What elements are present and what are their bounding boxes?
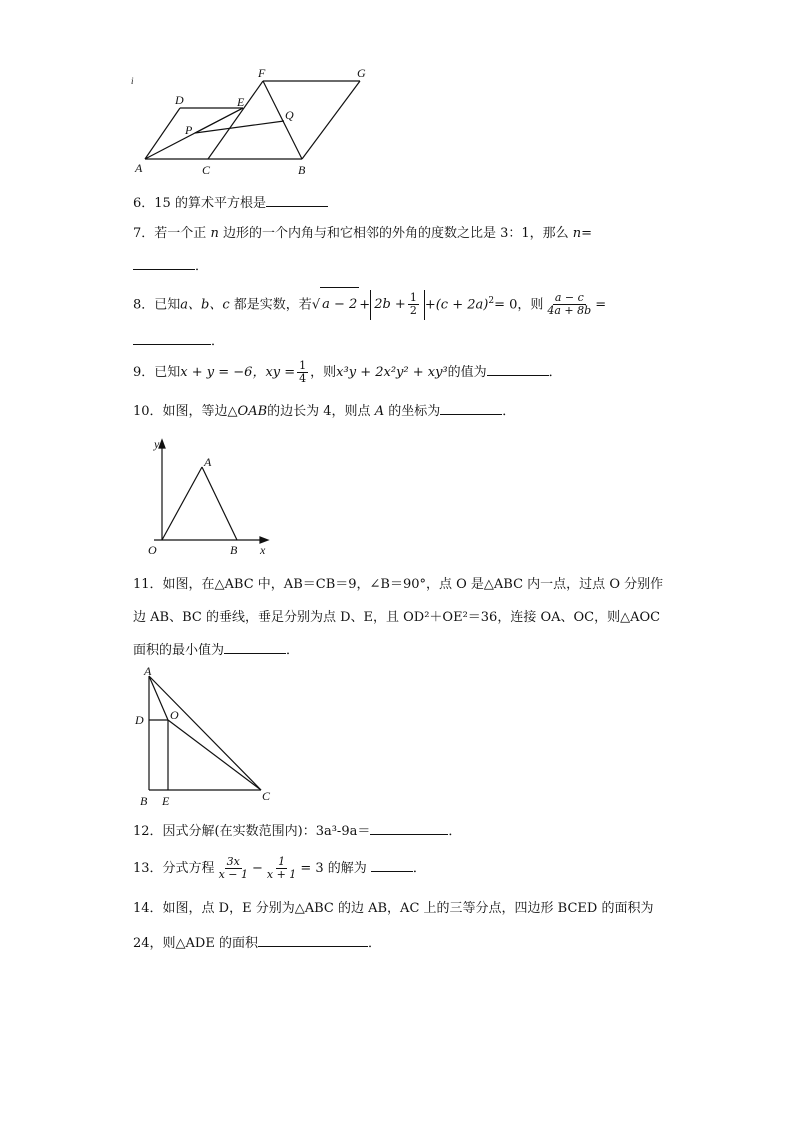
numerator: 1 <box>409 290 417 304</box>
segment-AB <box>202 467 237 540</box>
label-G: G <box>357 66 366 80</box>
question-text-2: = 3 的解为 <box>300 861 367 876</box>
question-text-3: 的值为 <box>447 365 487 380</box>
segment-GB <box>302 81 360 159</box>
question-text: 若一个正 <box>154 226 207 241</box>
question-text: 如图，等边△ <box>162 404 238 419</box>
question-11-line-1 <box>133 576 663 594</box>
label-A: A <box>144 664 152 678</box>
question-text-2: 都是实数，若 <box>233 297 312 313</box>
equals-sign: = <box>581 226 593 241</box>
segment-OA <box>149 676 168 720</box>
label-Q: Q <box>285 108 294 122</box>
plus-sign-2: + <box>424 297 436 313</box>
figure-11-right-triangle <box>130 664 280 814</box>
period: ． <box>502 404 516 419</box>
question-12 <box>133 820 461 841</box>
question-text: 11．如图，在△ABC 中，AB＝CB＝9，∠B＝90°，点 O 是△ABC 内一点，过点 O 分别作 <box>133 577 664 592</box>
period: ． <box>286 643 300 658</box>
label-A: A <box>204 455 212 469</box>
question-14-line-2 <box>133 932 381 953</box>
segment-FB <box>263 81 302 159</box>
variable-n: n <box>210 226 219 241</box>
x-axis-label: x <box>260 543 266 557</box>
question-number: 8． <box>133 297 155 313</box>
segment-CF <box>208 81 263 159</box>
question-11-line-3 <box>133 639 299 660</box>
period: ． <box>412 861 426 876</box>
answer-blank[interactable] <box>371 857 413 872</box>
question-13 <box>133 852 426 886</box>
answer-blank[interactable] <box>258 932 368 947</box>
paren-expression: (c + 2a) <box>435 297 489 313</box>
segment-AC <box>149 676 261 790</box>
point-name: A <box>374 404 385 419</box>
minus-sign: − <box>251 861 263 876</box>
question-text: 分式方程 <box>162 861 215 876</box>
expression: x³y + 2x²y² + xy³ <box>336 365 448 380</box>
segment-OC <box>168 720 261 790</box>
question-text: 14．如图，点 D，E 分别为△ABC 的边 AB，AC 上的三等分点，四边形 BCED 的面积为 <box>133 901 654 916</box>
exponent: 2 <box>488 296 495 306</box>
label-D: D <box>175 93 184 107</box>
answer-blank[interactable] <box>133 255 195 270</box>
question-text: 24，则△ADE 的面积 <box>133 936 258 951</box>
question-10 <box>133 400 515 421</box>
denominator: x − 1 <box>218 868 248 881</box>
question-text: 面积的最小值为 <box>133 643 225 658</box>
fraction-result <box>545 292 593 317</box>
question-number: 9． <box>133 365 155 380</box>
period: ． <box>195 259 209 274</box>
label-B: B <box>298 163 306 177</box>
answer-blank[interactable] <box>370 820 448 835</box>
sqrt-expression: a − 2 <box>320 287 359 322</box>
answer-blank[interactable] <box>440 400 502 415</box>
question-number: 10． <box>133 404 163 419</box>
abs-expression: 2b + <box>374 296 406 312</box>
fraction-1 <box>217 856 250 881</box>
label-B: B <box>140 794 148 808</box>
label-F: F <box>258 66 266 80</box>
answer-blank[interactable] <box>133 330 211 345</box>
label-C: C <box>262 789 271 803</box>
variable-n-2: n <box>572 226 582 241</box>
label-P: P <box>185 123 193 137</box>
question-6 <box>133 192 328 213</box>
label-C: C <box>202 163 211 177</box>
label-O: O <box>170 708 179 722</box>
answer-blank[interactable] <box>487 361 549 376</box>
label-D: D <box>135 713 144 727</box>
question-14-line-1 <box>133 900 653 918</box>
figure-10-coordinate-triangle <box>140 432 280 562</box>
stray-mark: i <box>131 76 134 86</box>
condition: x + y = −6，xy = <box>180 365 296 380</box>
denominator: 4a + 8b <box>547 304 592 318</box>
question-number: 7． <box>133 226 155 241</box>
label-E: E <box>162 794 170 808</box>
numerator: 1 <box>278 855 286 868</box>
question-text-2: 的边长为 4，则点 <box>267 404 371 419</box>
question-text: 因式分解(在实数范围内)：3a³-9a＝ <box>162 824 371 839</box>
absolute-value <box>370 290 425 320</box>
label-B: B <box>230 543 238 557</box>
fraction-quarter <box>297 360 308 385</box>
period: ． <box>211 334 225 349</box>
y-axis-arrow <box>159 440 165 448</box>
top-geometry-figure <box>125 62 385 182</box>
fraction-2 <box>265 856 298 881</box>
question-text: 15 的算术平方根是 <box>154 196 266 211</box>
question-text: 边 AB、BC 的垂线，垂足分别为点 D、E，且 OD²＋OE²＝36，连接 OA、OC，则△AOC <box>133 610 661 625</box>
label-O: O <box>148 543 157 557</box>
question-number: 13． <box>133 861 163 876</box>
segment-OA <box>162 467 202 540</box>
numerator: 1 <box>299 359 307 372</box>
numerator: a − c <box>554 291 584 305</box>
plus-sign: + <box>359 297 371 313</box>
denominator: 4 <box>299 372 307 385</box>
question-11-line-2 <box>133 609 660 627</box>
question-number: 6． <box>133 196 155 211</box>
triangle-name: OAB <box>237 404 268 419</box>
label-E: E <box>237 95 245 109</box>
variables: a、b、c <box>180 297 230 313</box>
question-number: 12． <box>133 824 163 839</box>
question-text-2: 边形的一个内角与和它相邻的外角的度数之比是 3：1，那么 <box>222 226 569 241</box>
question-9 <box>133 358 562 388</box>
equals-zero: = 0，则 <box>494 297 544 313</box>
question-text-3: 的坐标为 <box>388 404 441 419</box>
denominator: x + 1 <box>266 868 297 881</box>
fraction-half <box>408 292 419 317</box>
question-text: 已知 <box>154 297 181 313</box>
segment-PQ <box>195 121 284 133</box>
question-8-answer-line <box>133 330 224 351</box>
label-A: A <box>135 161 143 175</box>
question-7-answer-line <box>133 255 208 276</box>
period: ． <box>367 936 381 951</box>
question-8: 8．已知a、b、c 都是实数，若√ a − 2 + 2b + $\frac{1}{2}$ $+(c + 2a)^2= 0$，则 $\frac{a - c}{4a + 8b}$ = <box>133 284 606 322</box>
segment-AD <box>145 108 180 159</box>
denominator: 2 <box>409 303 417 317</box>
period: ． <box>448 824 462 839</box>
question-7 <box>133 225 592 243</box>
question-text: 已知 <box>154 365 181 380</box>
numerator: 3x <box>226 855 240 868</box>
equals-sign: = <box>595 297 607 313</box>
answer-blank[interactable] <box>266 192 328 207</box>
y-axis-label: y <box>154 437 160 451</box>
question-text-2: ，则 <box>310 365 337 380</box>
answer-blank[interactable] <box>224 639 286 654</box>
period: ． <box>548 365 562 380</box>
